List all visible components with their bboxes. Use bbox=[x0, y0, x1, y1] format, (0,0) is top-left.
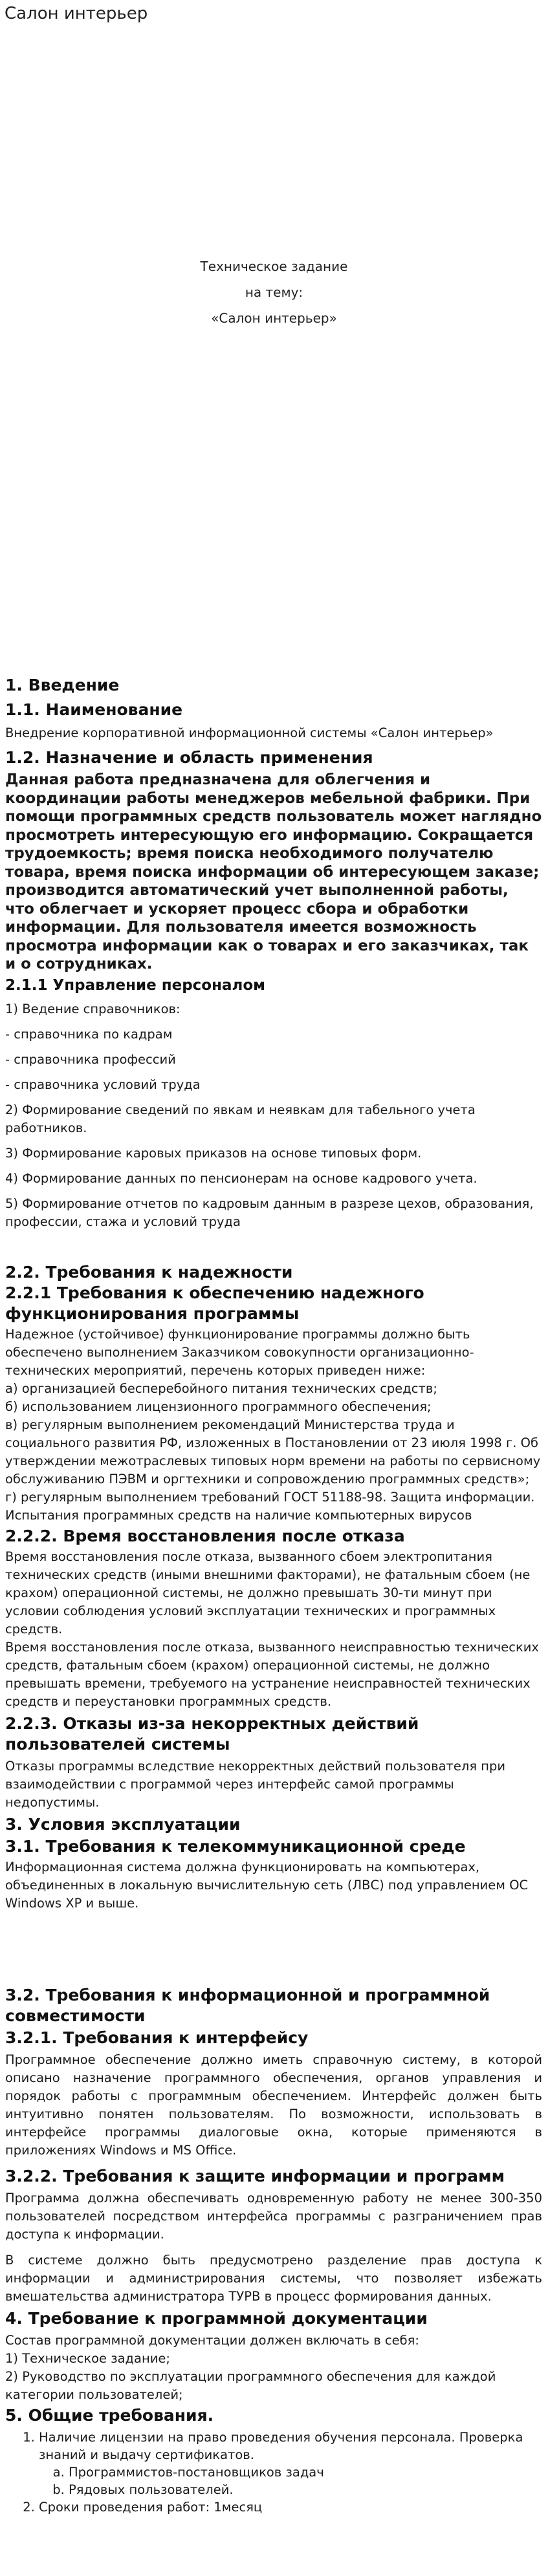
list-item-text: Наличие лицензии на право проведения обучения персонала. Проверка знаний и выдачу сертификатов. bbox=[39, 2429, 523, 2462]
section-3-2-2-heading: 3.2.2. Требования к защите информации и программ bbox=[5, 2166, 505, 2185]
documentation-item: 1) Техническое задание; bbox=[5, 2350, 170, 2366]
personnel-item: 1) Ведение справочников: bbox=[5, 1001, 181, 1016]
section-2-2-3-heading: 2.2.3. Отказы из-за некорректных действий пользователей системы bbox=[5, 1713, 419, 1754]
cover-line-3: «Салон интерьер» bbox=[211, 310, 337, 326]
section-1-1-heading: 1.1. Наименование bbox=[5, 700, 183, 719]
section-2-1-1-heading: 2.1.1 Управление персоналом bbox=[5, 976, 265, 994]
section-4-heading: 4. Требование к программной документации bbox=[5, 2308, 428, 2328]
general-requirements-list bbox=[5, 2429, 542, 2516]
list-item: b. Рядовых пользователей. bbox=[69, 2481, 542, 2498]
section-2-2-2-text-2: Время восстановления после отказа, вызванного неисправностью технических средств, фатальным сбоем (крахом) операционной системы, не должно превышать времени, требуемого на устранение неисправностей технических средств и переустановки программных средств. bbox=[5, 1639, 539, 1709]
section-2-2-1-text: Надежное (устойчивое) функционирование программы должно быть обеспечено выполнением Заказчиком совокупности организационно-технических мероприятий, перечень которых приведен ниже: bbox=[5, 1326, 474, 1378]
personnel-item: 4) Формирование данных по пенсионерам на основе кадрового учета. bbox=[5, 1170, 477, 1186]
cover-line-1: Техническое задание bbox=[200, 259, 348, 274]
personnel-item: 2) Формирование сведений по явкам и неявкам для табельного учета работников. bbox=[5, 1102, 476, 1135]
section-2-2-3-text: Отказы программы вследствие некорректных действий пользователя при взаимодействии с программой через интерфейс самой программы недопустимы. bbox=[5, 1758, 506, 1810]
section-2-2-2-text-1: Время восстановления после отказа, вызванного сбоем электропитания технических средств (иными внешними факторами), не фатальным сбоем (не крахом) операционной системы, не должно превышать 30-ти минут при условии соблюдения условий эксплуатации технических и программных средств. bbox=[5, 1549, 531, 1637]
personnel-item: - справочника условий труда bbox=[5, 1077, 201, 1092]
documentation-item: 2) Руководство по эксплуатации программного обеспечения для каждой категории пользователей; bbox=[5, 2368, 496, 2402]
section-1-2-heading: 1.2. Назначение и область применения bbox=[5, 748, 373, 767]
section-2-2-1-heading: 2.2.1 Требования к обеспечению надежного функционирования программы bbox=[5, 1283, 424, 1323]
reliability-item: г) регулярным выполнением требований ГОСТ 51188-98. Защита информации. Испытания программных средств на наличие компьютерных вирусов bbox=[5, 1489, 535, 1523]
section-4-text: Состав программной документации должен включать в себя: bbox=[5, 2332, 419, 2348]
page-title: Салон интерьер bbox=[5, 4, 148, 23]
list-item: 2. Сроки проведения работ: 1месяц bbox=[39, 2498, 542, 2516]
cover-line-2: на тему: bbox=[245, 284, 303, 300]
section-3-1-text: Информационная система должна функционировать на компьютерах, объединенных в локальную вычислительную сеть (ЛВС) под управлением ОС Windows XP и выше. bbox=[5, 1859, 529, 1911]
personnel-item: 5) Формирование отчетов по кадровым данным в разрезе цехов, образования, профессии, стажа и условий труда bbox=[5, 1196, 534, 1229]
document-body bbox=[5, 675, 542, 2516]
section-3-2-heading: 3.2. Требования к информационной и программной совместимости bbox=[5, 1985, 490, 2025]
section-3-2-2-text-2: В системе должно быть предусмотрено разделение прав доступа к информации и администрирования системы, что позволяет избежать вмешательства администратора ТУРВ в процесс формирования данных. bbox=[5, 2252, 542, 2304]
reliability-item: б) использованием лицензионного программного обеспечения; bbox=[5, 1399, 432, 1414]
section-1-heading: 1. Введение bbox=[5, 676, 120, 694]
list-item: a. Программистов-постановщиков задач bbox=[69, 2463, 542, 2481]
list-item bbox=[39, 2429, 542, 2498]
personnel-item: - справочника по кадрам bbox=[5, 1026, 173, 1042]
section-3-2-1-heading: 3.2.1. Требования к интерфейсу bbox=[5, 2028, 309, 2047]
trainee-list bbox=[39, 2463, 542, 2498]
section-2-2-heading: 2.2. Требования к надежности bbox=[5, 1262, 293, 1282]
section-3-2-2-text-1: Программа должна обеспечивать одновременную работу не менее 300-350 пользователей посредством интерфейса программы с разграничением прав доступа к информации. bbox=[5, 2190, 542, 2242]
reliability-item: в) регулярным выполнением рекомендаций Министерства труда и социального развития РФ, изложенных в Постановлении от 23 июля 1998 г. Об утверждении межотраслевых типовых норм времени на работы по сервисному обслуживанию ПЭВМ и оргтехники и сопровождению программных средств»; bbox=[5, 1417, 541, 1487]
personnel-item: 3) Формирование каровых приказов на основе типовых форм. bbox=[5, 1145, 422, 1161]
section-1-1-text: Внедрение корпоративной информационной системы «Салон интерьер» bbox=[5, 725, 494, 740]
section-5-heading: 5. Общие требования. bbox=[5, 2405, 214, 2425]
section-2-2-2-heading: 2.2.2. Время восстановления после отказа bbox=[5, 1526, 405, 1545]
reliability-item: а) организацией бесперебойного питания технических средств; bbox=[5, 1380, 437, 1396]
section-1-2-text: Данная работа предназначена для облегчения и координации работы менеджеров мебельной фабрики. При помощи программных средств пользователь может наглядно просмотреть интересующую его информацию. Сокращается трудоемкость; время поиска необходимого получателю товара, время поиска информации об интересующем заказе; производится автоматический учет выполненной работы, что облегчает и ускоряет процесс сбора и обработки информации. Для пользователя имеется возможность просмотра информации как о товарах и его заказчиках, так и о сотрудниках. bbox=[5, 771, 542, 972]
personnel-item: - справочника профессий bbox=[5, 1051, 176, 1067]
section-3-heading: 3. Условия эксплуатации bbox=[5, 1814, 241, 1834]
section-3-2-1-text: Программное обеспечение должно иметь справочную систему, в которой описано назначение программного обеспечения, органов управления и порядок работы с программным обеспечением. Интерфейс должен быть интуитивно понятен пользователям. По возможности, использовать в интерфейсе программы диалоговые окна, которые применяются в приложениях Windows и MS Office. bbox=[5, 2052, 542, 2158]
section-3-1-heading: 3.1. Требования к телекоммуникационной среде bbox=[5, 1836, 466, 1856]
